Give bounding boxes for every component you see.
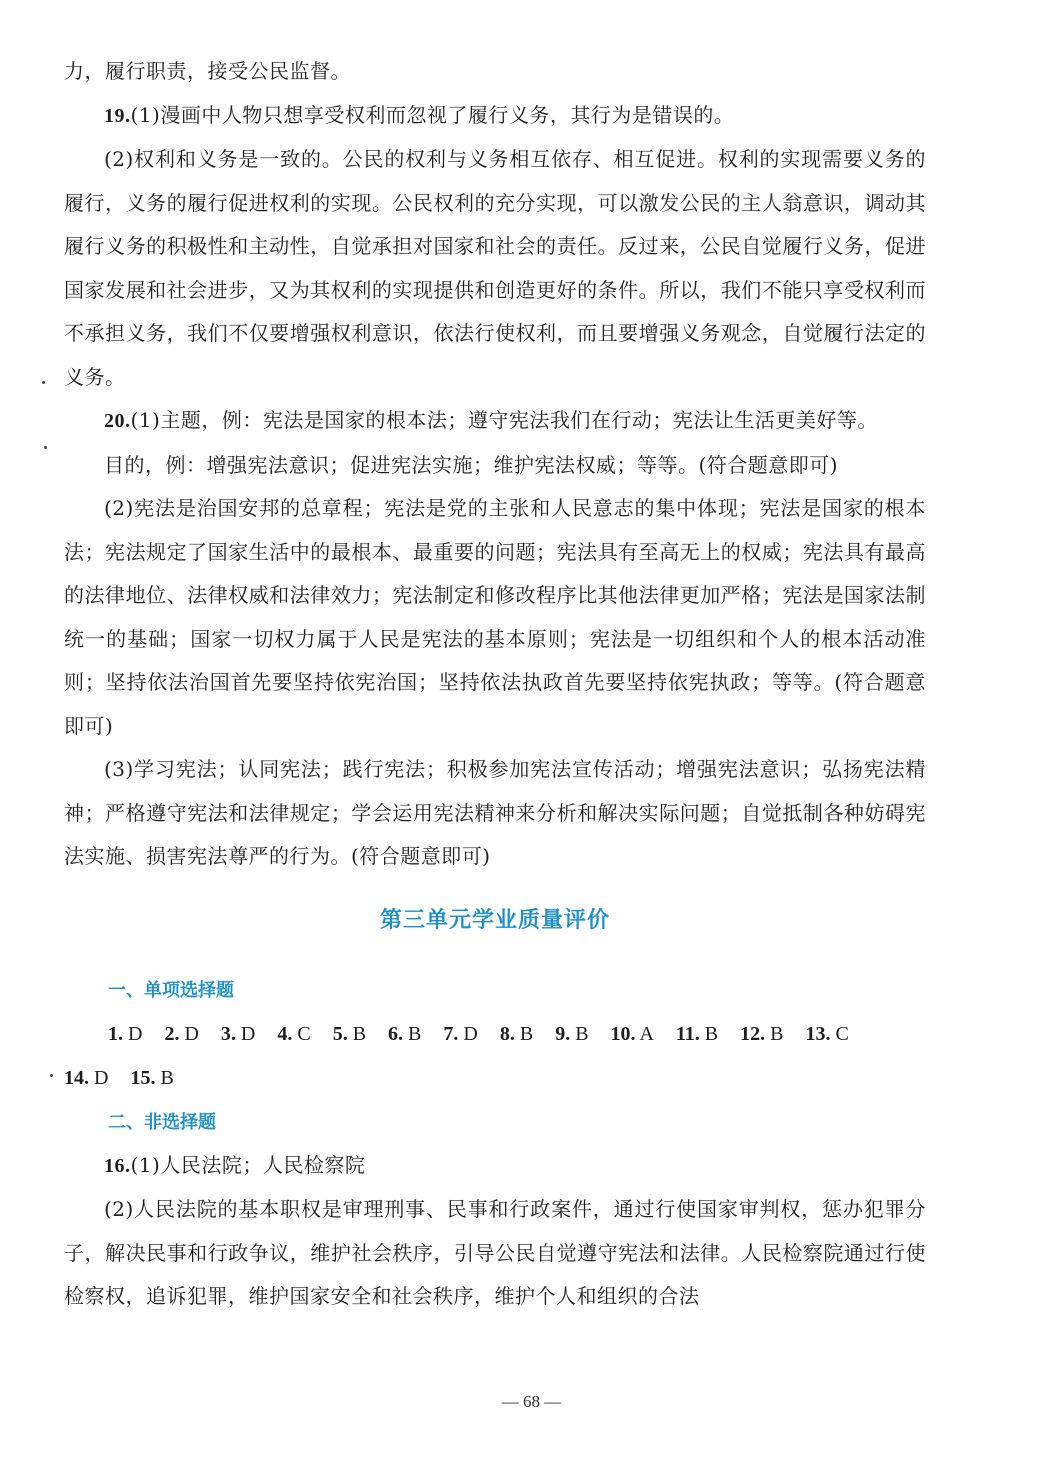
answer-text: 目的，例：增强宪法意识；促进宪法实施；维护宪法权威；等等。(符合题意即可): [104, 452, 839, 477]
choice-number: 5.: [332, 1022, 348, 1045]
choice-answer: [108, 1013, 142, 1057]
answer-paragraph: [64, 94, 926, 139]
answer-paragraph: [64, 399, 926, 444]
choice-letter: B: [160, 1067, 174, 1089]
choice-answer: [221, 1013, 255, 1057]
choice-number: 14.: [64, 1067, 89, 1089]
answer-paragraph: [64, 748, 926, 879]
choice-number: 7.: [443, 1022, 459, 1045]
choice-number: 8.: [499, 1022, 515, 1045]
choice-letter: B: [408, 1022, 422, 1045]
choice-answers-line-2: [64, 1056, 926, 1101]
choice-letter: D: [128, 1022, 143, 1045]
question-number: 16.: [104, 1154, 131, 1177]
choice-number: 13.: [805, 1022, 831, 1045]
choice-answer: [333, 1013, 366, 1057]
section-title-non-choice: 二、非选择题: [108, 1111, 216, 1133]
answer-text: 力，履行职责，接受公民监督。: [64, 59, 351, 83]
choice-letter: A: [639, 1022, 654, 1045]
choice-answer: [443, 1013, 477, 1057]
choice-letter: D: [94, 1067, 109, 1089]
choice-number: 2.: [164, 1022, 180, 1045]
answer-paragraph: [64, 50, 926, 94]
scan-speck: [42, 381, 45, 384]
choice-answer: [740, 1013, 783, 1057]
answer-text: (1)主题，例：宪法是国家的根本法；遵守宪法我们在行动；宪法让生活更美好等。: [130, 408, 878, 432]
choice-number: 12.: [740, 1022, 766, 1045]
choice-number: 9.: [555, 1022, 571, 1045]
scan-speck: [50, 1074, 53, 1077]
choice-letter: C: [835, 1022, 849, 1045]
choice-letter: B: [704, 1022, 719, 1045]
choice-answer: [500, 1013, 533, 1057]
choice-answer: [805, 1013, 848, 1057]
choice-answers-line-1: [64, 1012, 926, 1057]
choice-number: 4.: [277, 1022, 293, 1045]
choice-letter: B: [352, 1022, 367, 1045]
unit-title: 第三单元学业质量评价: [379, 907, 610, 933]
choice-number: 6.: [388, 1022, 404, 1045]
choice-answer: [277, 1013, 310, 1057]
answer-text: (2)权利和义务是一致的。公民的权利与义务相互依存、相互促进。权利的实现需要义务的履行，义务的履行促进权利的实现。公民权利的充分实现，可以激发公民的主人翁意识，调动其履行义务的积极性和主动性，自觉承担对国家和社会的责任。反过来，公民自觉履行义务，促进国家发展和社会进步，又为其权利的实现提供和创造更好的条件。所以，我们不能只享受权利而不承担义务，我们不仅要增强权利意识，依法行使权利，而且要增强义务观念，自觉履行法定的义务。: [64, 147, 926, 389]
page-content: [64, 50, 926, 1319]
choice-answer: [130, 1057, 173, 1101]
choice-letter: B: [770, 1022, 784, 1045]
choice-answer: [555, 1013, 588, 1057]
choice-letter: C: [297, 1022, 311, 1045]
choice-letter: D: [240, 1022, 256, 1045]
choice-number: 1.: [108, 1022, 123, 1045]
choice-number: 3.: [220, 1022, 236, 1045]
page-number: — 68 —: [501, 1392, 562, 1411]
choice-answer: [164, 1013, 198, 1057]
choice-answer: [64, 1057, 108, 1101]
answers-section-top: [64, 50, 926, 879]
answer-text: (2)宪法是治国安邦的总章程；宪法是党的主张和人民意志的集中体现；宪法是国家的根本法；宪法规定了国家生活中的最根本、最重要的问题；宪法具有至高无上的权威；宪法具有最高的法律地位、法律权威和法律效力；宪法制定和修改程序比其他法律更加严格；宪法是国家法制统一的基础；国家一切权力属于人民是宪法的基本原则；宪法是一切组织和个人的根本活动准则；坚持依法治国首先要坚持依宪治国；坚持依法执政首先要坚持依宪执政；等等。(符合题意即可): [64, 496, 926, 738]
choice-letter: D: [184, 1022, 199, 1045]
choice-number: 15.: [130, 1067, 156, 1089]
scan-speck: [44, 446, 47, 449]
answers-section-bottom: [64, 1144, 926, 1319]
answer-text: (1)漫画中人物只想享受权利而忽视了履行义务，其行为是错误的。: [130, 102, 735, 127]
answer-text: (3)学习宪法；认同宪法；践行宪法；积极参加宪法宣传活动；增强宪法意识；弘扬宪法精神；严格遵守宪法和法律规定；学会运用宪法精神来分析和解决实际问题；自觉抵制各种妨碍宪法实施、损害宪法尊严的行为。(符合题意即可): [64, 757, 926, 868]
choice-letter: B: [519, 1022, 534, 1045]
question-number: 19.: [104, 104, 131, 127]
answer-text: (2)人民法院的基本职权是审理刑事、民事和行政案件，通过行使国家审判权，惩办犯罪分子，解决民事和行政争议，维护社会秩序，引导公民自觉遵守宪法和法律。人民检察院通过行使检察权，追诉犯罪，维护国家安全和社会秩序，维护个人和组织的合法: [64, 1197, 926, 1308]
answer-paragraph: [64, 1144, 926, 1189]
choice-answer: [676, 1013, 718, 1057]
choice-answer: [611, 1013, 654, 1057]
answer-text: (1)人民法院；人民检察院: [130, 1152, 366, 1177]
choice-letter: B: [575, 1022, 589, 1045]
choice-letter: D: [463, 1022, 478, 1045]
answer-paragraph: [64, 444, 926, 488]
section-title-single-choice: 一、单项选择题: [108, 979, 234, 1001]
answer-paragraph: [64, 138, 926, 399]
choice-number: 10.: [610, 1022, 636, 1045]
choice-answer: [388, 1013, 421, 1057]
choice-number: 11.: [675, 1022, 700, 1045]
answer-paragraph: [64, 487, 926, 748]
answer-paragraph: [64, 1188, 926, 1319]
question-number: 20.: [104, 410, 131, 432]
